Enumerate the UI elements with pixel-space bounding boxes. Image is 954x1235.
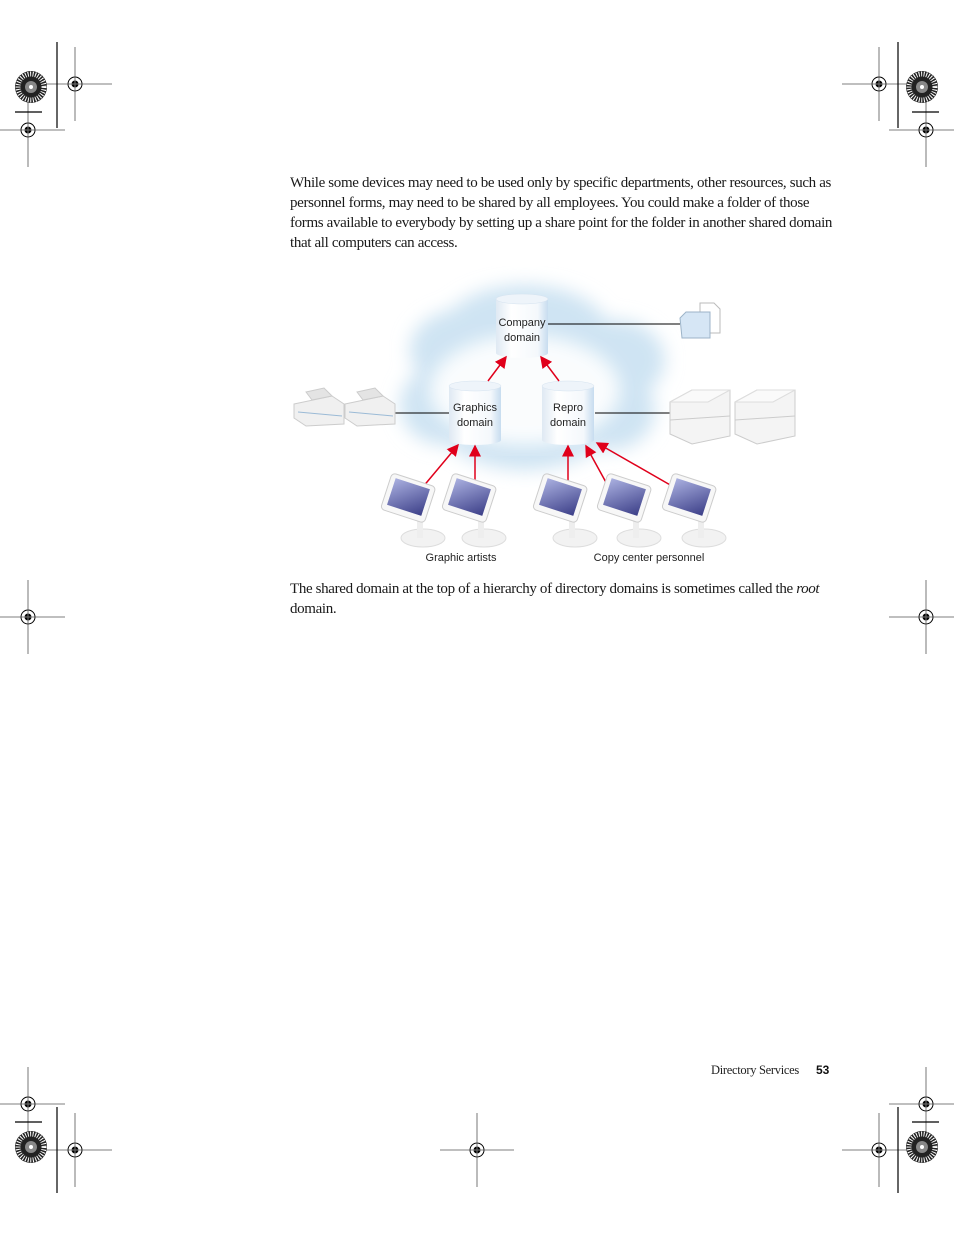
- computer-icon: [441, 473, 506, 547]
- laser-printer-icon: [735, 390, 795, 444]
- printer-icon: [345, 388, 395, 426]
- svg-text:Repro: Repro: [553, 402, 583, 414]
- page-number: 53: [816, 1063, 830, 1077]
- printer-icon: [294, 388, 344, 426]
- graphic-artists-label: Graphic artists: [425, 552, 497, 564]
- svg-text:domain: domain: [456, 417, 494, 429]
- svg-text:domain: domain: [503, 332, 541, 344]
- copy-center-label: Copy center personnel: [593, 552, 705, 564]
- company-domain: [496, 294, 548, 358]
- repro-domain: [542, 381, 594, 445]
- computer-icon: [380, 473, 445, 547]
- footer-section-title: Directory Services: [711, 1063, 799, 1077]
- svg-text:Graphics: Graphics: [452, 402, 498, 414]
- svg-text:domain: domain: [549, 417, 587, 429]
- laser-printer-icon: [670, 390, 730, 444]
- computer-icon: [661, 473, 726, 547]
- folder-icon: [680, 303, 720, 338]
- computer-icon: [532, 473, 597, 547]
- computer-icon: [596, 473, 661, 547]
- graphics-domain: [449, 381, 501, 445]
- root-domain-paragraph: The shared domain at the top of a hierarchy of directory domains is sometimes called the root domain.: [290, 581, 820, 617]
- intro-paragraph: While some devices may need to be used only by specific departments, other resources, such as personnel forms, may need to be shared by all employees. You could make a folder of those forms available to everybody by setting up a share point for the folder in another shared domain that all computers can access.: [290, 175, 833, 251]
- svg-text:Company: Company: [498, 317, 546, 329]
